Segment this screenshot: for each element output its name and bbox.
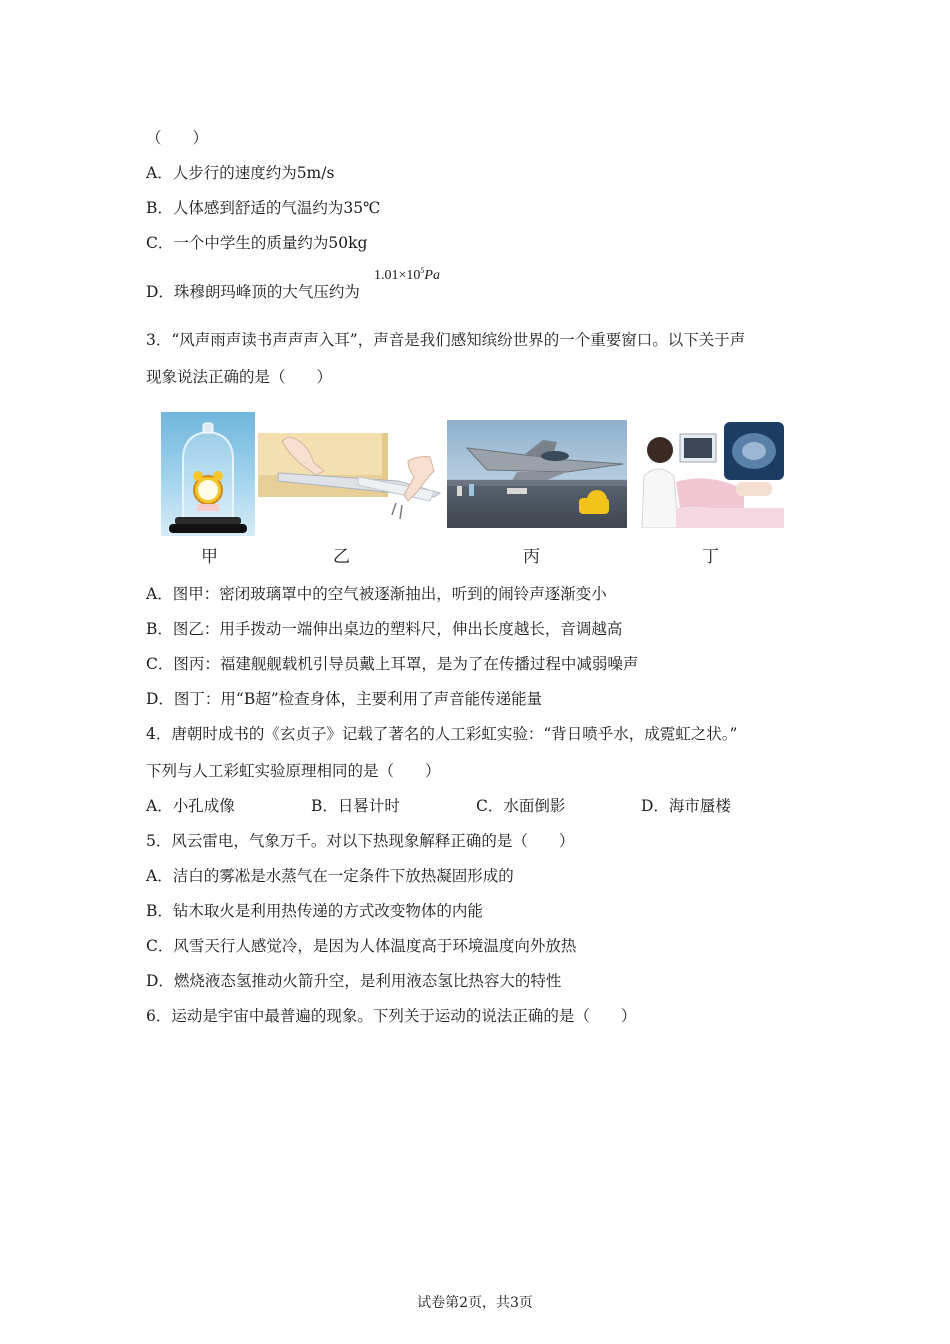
q2-option-a: A．人步行的速度约为5m/s [146, 164, 335, 182]
q3-option-c: C．图丙：福建舰舰载机引导员戴上耳罩，是为了在传播过程中减弱噪声 [146, 655, 639, 673]
q4-option-a: A．小孔成像 [146, 797, 235, 815]
q5-stem: 5．风云雷电，气象万千。对以下热现象解释正确的是（ ） [146, 832, 575, 850]
q5-option-b: B．钻木取火是利用热传递的方式改变物体的内能 [146, 902, 483, 920]
top-answer-paren: （ ） [146, 129, 209, 147]
q5-option-c: C．风雪天行人感觉冷，是因为人体温度高于环境温度向外放热 [146, 937, 577, 955]
q2-option-b: B．人体感到舒适的气温约为35℃ [146, 199, 381, 217]
q2-option-d: D．珠穆朗玛峰顶的大气压约为 [146, 283, 360, 301]
q4-stem-line2: 下列与人工彩虹实验原理相同的是（ ） [146, 762, 441, 780]
q3-stem-line1: 3．“风声雨声读书声声声入耳”，声音是我们感知缤纷世界的一个重要窗口。以下关于声 [146, 331, 746, 349]
q5-option-a: A．洁白的雾凇是水蒸气在一定条件下放热凝固形成的 [146, 867, 514, 885]
caption-jia: 甲 [201, 547, 218, 567]
q4-option-b: B．日晷计时 [311, 797, 400, 815]
caption-ding: 丁 [702, 547, 719, 567]
q3-option-b: B．图乙：用手拨动一端伸出桌边的塑料尺，伸出长度越长，音调越高 [146, 620, 623, 638]
q3-option-a: A．图甲：密闭玻璃罩中的空气被逐渐抽出，听到的闹铃声逐渐变小 [146, 585, 607, 603]
q4-stem-line1: 4．唐朝时成书的《玄贞子》记载了著名的人工彩虹实验：“背日喷乎水，成霓虹之状。” [146, 725, 738, 743]
figure-bing-carrier-jet [447, 420, 627, 528]
q2-option-d-formula: $1.01\times 10^5Pa$ [374, 266, 440, 283]
q5-option-d: D．燃烧液态氢推动火箭升空，是利用液态氢比热容大的特性 [146, 972, 562, 990]
figure-ding-ultrasound [640, 420, 784, 528]
q2-option-c: C．一个中学生的质量约为50kg [146, 234, 368, 252]
q3-option-d: D．图丁：用“B超”检查身体，主要利用了声音能传递能量 [146, 690, 543, 708]
caption-yi: 乙 [333, 547, 350, 567]
page-footer: 试卷第2页，共3页 [417, 1295, 533, 1311]
q4-option-c: C．水面倒影 [476, 797, 566, 815]
q4-option-d: D．海市蜃楼 [641, 797, 731, 815]
figure-yi-ruler-on-table [258, 431, 444, 527]
caption-bing: 丙 [523, 547, 540, 567]
q6-stem: 6．运动是宇宙中最普遍的现象。下列关于运动的说法正确的是（ ） [146, 1007, 637, 1025]
figure-jia-bell-jar [161, 412, 255, 536]
q3-stem-line2: 现象说法正确的是（ ） [146, 368, 333, 386]
